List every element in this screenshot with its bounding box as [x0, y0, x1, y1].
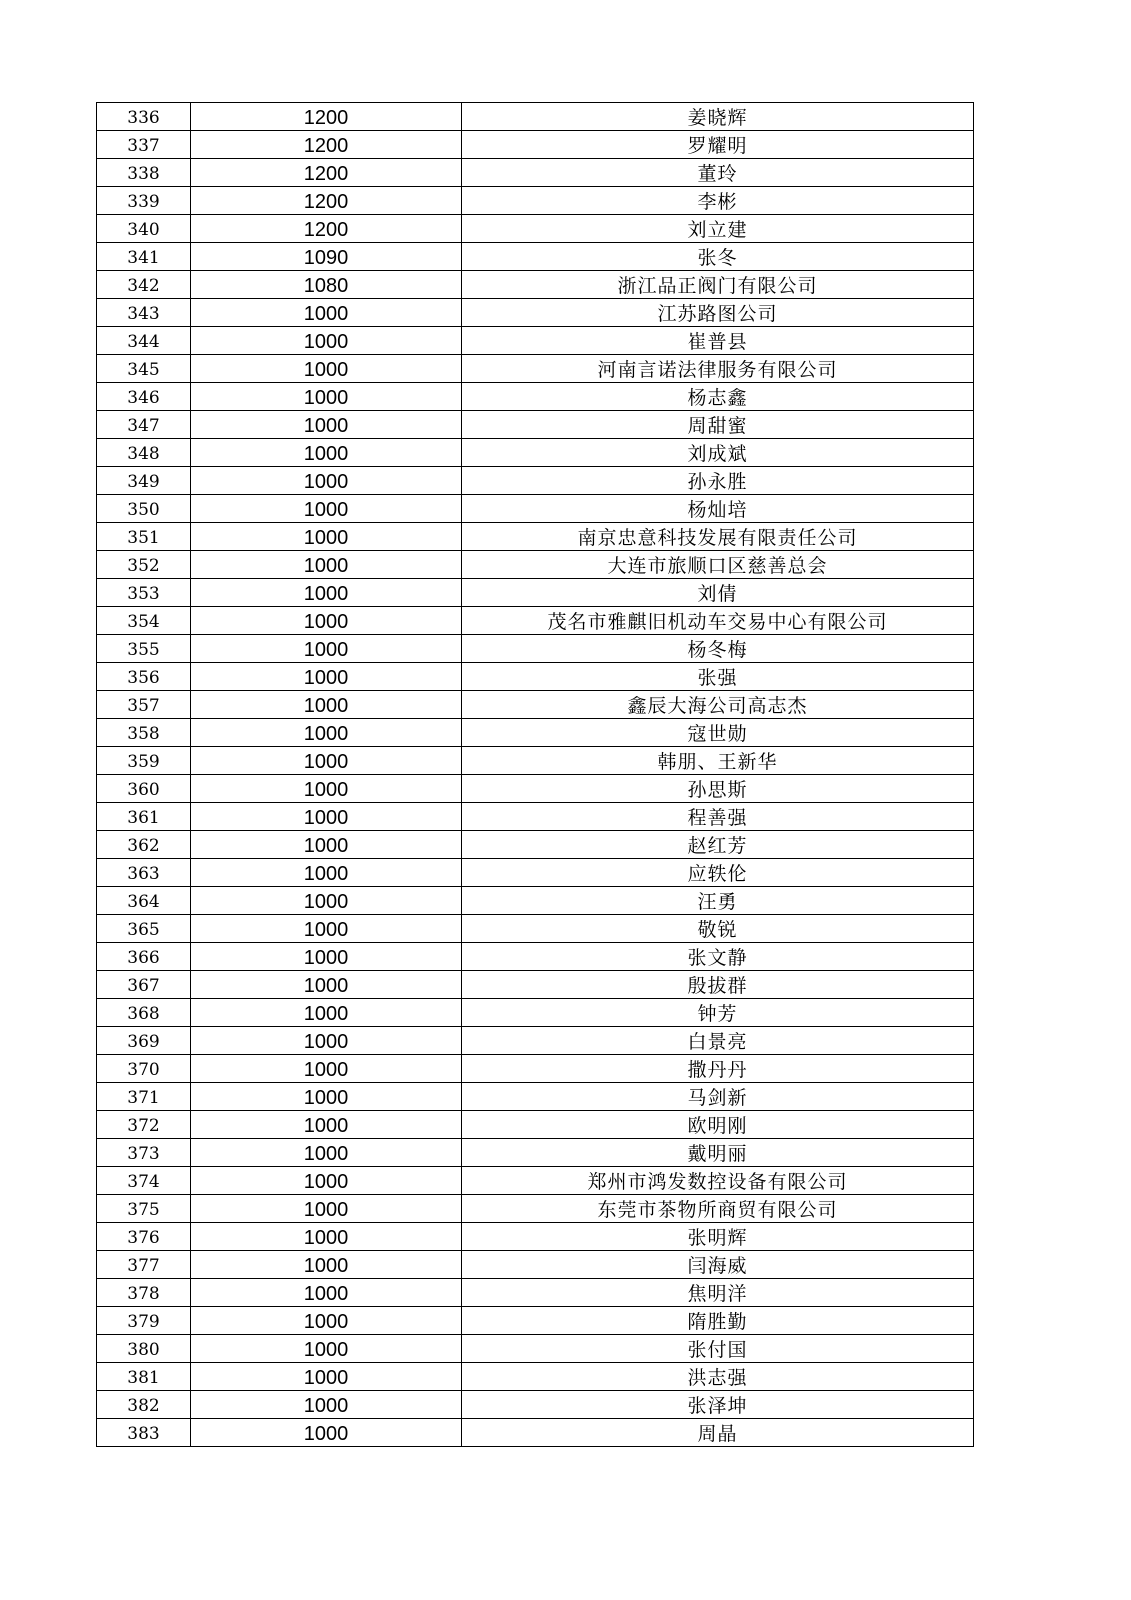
amount-cell: 1000: [191, 915, 462, 943]
amount-cell: 1000: [191, 831, 462, 859]
row-number: 355: [97, 635, 191, 663]
amount-cell: 1000: [191, 943, 462, 971]
row-number: 356: [97, 663, 191, 691]
table-row: [97, 243, 974, 271]
table-row: [97, 1167, 974, 1195]
amount-cell: 1080: [191, 271, 462, 299]
table-row: [97, 747, 974, 775]
table-row: [97, 1335, 974, 1363]
amount-cell: 1000: [191, 467, 462, 495]
table-row: [97, 635, 974, 663]
table-row: [97, 859, 974, 887]
row-number: 359: [97, 747, 191, 775]
amount-cell: 1200: [191, 187, 462, 215]
amount-cell: 1000: [191, 1251, 462, 1279]
amount-cell: 1000: [191, 999, 462, 1027]
donor-name-cell: 孙永胜: [462, 467, 974, 495]
table-row: [97, 159, 974, 187]
amount-cell: 1000: [191, 859, 462, 887]
row-number: 341: [97, 243, 191, 271]
donor-name-cell: 张文静: [462, 943, 974, 971]
amount-cell: 1000: [191, 383, 462, 411]
table-row: [97, 383, 974, 411]
amount-cell: 1000: [191, 1027, 462, 1055]
amount-cell: 1000: [191, 1335, 462, 1363]
row-number: 364: [97, 887, 191, 915]
donor-name-cell: 殷拔群: [462, 971, 974, 999]
table-row: [97, 999, 974, 1027]
row-number: 381: [97, 1363, 191, 1391]
table-row: [97, 467, 974, 495]
donor-name-cell: 董玲: [462, 159, 974, 187]
table-row: [97, 719, 974, 747]
amount-cell: 1000: [191, 1363, 462, 1391]
row-number: 383: [97, 1419, 191, 1447]
table-row: [97, 1419, 974, 1447]
table-row: [97, 943, 974, 971]
amount-cell: 1000: [191, 1055, 462, 1083]
amount-cell: 1000: [191, 1139, 462, 1167]
donor-name-cell: 周甜蜜: [462, 411, 974, 439]
row-number: 344: [97, 327, 191, 355]
donor-name-cell: 东莞市茶物所商贸有限公司: [462, 1195, 974, 1223]
table-row: [97, 803, 974, 831]
donor-name-cell: 杨志鑫: [462, 383, 974, 411]
amount-cell: 1000: [191, 299, 462, 327]
donor-name-cell: 罗耀明: [462, 131, 974, 159]
row-number: 369: [97, 1027, 191, 1055]
row-number: 382: [97, 1391, 191, 1419]
row-number: 368: [97, 999, 191, 1027]
amount-cell: 1200: [191, 215, 462, 243]
donor-name-cell: 张冬: [462, 243, 974, 271]
row-number: 372: [97, 1111, 191, 1139]
row-number: 367: [97, 971, 191, 999]
amount-cell: 1200: [191, 103, 462, 131]
row-number: 350: [97, 495, 191, 523]
table-row: [97, 131, 974, 159]
amount-cell: 1000: [191, 747, 462, 775]
table-row: [97, 355, 974, 383]
table-row: [97, 1111, 974, 1139]
table-row: [97, 327, 974, 355]
table-row: [97, 1391, 974, 1419]
table-row: [97, 215, 974, 243]
row-number: 365: [97, 915, 191, 943]
row-number: 373: [97, 1139, 191, 1167]
amount-cell: 1000: [191, 495, 462, 523]
donor-name-cell: 汪勇: [462, 887, 974, 915]
row-number: 346: [97, 383, 191, 411]
donor-name-cell: 郑州市鸿发数控设备有限公司: [462, 1167, 974, 1195]
table-row: [97, 271, 974, 299]
row-number: 375: [97, 1195, 191, 1223]
table-row: [97, 187, 974, 215]
donor-name-cell: 崔普县: [462, 327, 974, 355]
donor-name-cell: 闫海威: [462, 1251, 974, 1279]
table-row: [97, 551, 974, 579]
row-number: 348: [97, 439, 191, 467]
donor-name-cell: 白景亮: [462, 1027, 974, 1055]
row-number: 338: [97, 159, 191, 187]
donor-name-cell: 周晶: [462, 1419, 974, 1447]
table-row: [97, 495, 974, 523]
table-row: [97, 1027, 974, 1055]
row-number: 339: [97, 187, 191, 215]
row-number: 351: [97, 523, 191, 551]
donor-name-cell: 杨灿培: [462, 495, 974, 523]
table-row: [97, 691, 974, 719]
amount-cell: 1000: [191, 607, 462, 635]
amount-cell: 1200: [191, 159, 462, 187]
donor-name-cell: 撒丹丹: [462, 1055, 974, 1083]
amount-cell: 1000: [191, 663, 462, 691]
row-number: 353: [97, 579, 191, 607]
donor-name-cell: 河南言诺法律服务有限公司: [462, 355, 974, 383]
table-row: [97, 887, 974, 915]
donor-name-cell: 刘立建: [462, 215, 974, 243]
amount-cell: 1000: [191, 1195, 462, 1223]
row-number: 363: [97, 859, 191, 887]
donor-name-cell: 应轶伦: [462, 859, 974, 887]
row-number: 354: [97, 607, 191, 635]
amount-cell: 1000: [191, 1419, 462, 1447]
donor-name-cell: 寇世勋: [462, 719, 974, 747]
table-row: [97, 1251, 974, 1279]
amount-cell: 1000: [191, 327, 462, 355]
amount-cell: 1000: [191, 971, 462, 999]
donor-name-cell: 刘倩: [462, 579, 974, 607]
table-row: [97, 1139, 974, 1167]
donor-name-cell: 茂名市雅麒旧机动车交易中心有限公司: [462, 607, 974, 635]
table-row: [97, 915, 974, 943]
row-number: 336: [97, 103, 191, 131]
table-row: [97, 103, 974, 131]
donation-table-body: [97, 103, 974, 1447]
row-number: 366: [97, 943, 191, 971]
table-row: [97, 1195, 974, 1223]
amount-cell: 1000: [191, 691, 462, 719]
row-number: 345: [97, 355, 191, 383]
donor-name-cell: 赵红芳: [462, 831, 974, 859]
table-row: [97, 971, 974, 999]
amount-cell: 1000: [191, 1307, 462, 1335]
donor-name-cell: 焦明洋: [462, 1279, 974, 1307]
row-number: 379: [97, 1307, 191, 1335]
donor-name-cell: 鑫辰大海公司高志杰: [462, 691, 974, 719]
donor-name-cell: 钟芳: [462, 999, 974, 1027]
row-number: 371: [97, 1083, 191, 1111]
row-number: 378: [97, 1279, 191, 1307]
donor-name-cell: 江苏路图公司: [462, 299, 974, 327]
row-number: 342: [97, 271, 191, 299]
row-number: 349: [97, 467, 191, 495]
donor-name-cell: 欧明刚: [462, 1111, 974, 1139]
donor-name-cell: 敬锐: [462, 915, 974, 943]
donor-name-cell: 孙思斯: [462, 775, 974, 803]
amount-cell: 1000: [191, 719, 462, 747]
table-row: [97, 607, 974, 635]
row-number: 360: [97, 775, 191, 803]
table-row: [97, 1279, 974, 1307]
amount-cell: 1000: [191, 579, 462, 607]
table-row: [97, 1083, 974, 1111]
row-number: 361: [97, 803, 191, 831]
amount-cell: 1000: [191, 1279, 462, 1307]
row-number: 370: [97, 1055, 191, 1083]
row-number: 340: [97, 215, 191, 243]
amount-cell: 1200: [191, 131, 462, 159]
donor-name-cell: 马剑新: [462, 1083, 974, 1111]
table-row: [97, 523, 974, 551]
row-number: 374: [97, 1167, 191, 1195]
amount-cell: 1000: [191, 803, 462, 831]
donor-name-cell: 隋胜勤: [462, 1307, 974, 1335]
donor-name-cell: 南京忠意科技发展有限责任公司: [462, 523, 974, 551]
donor-name-cell: 姜晓辉: [462, 103, 974, 131]
table-row: [97, 831, 974, 859]
table-row: [97, 775, 974, 803]
donor-name-cell: 李彬: [462, 187, 974, 215]
row-number: 352: [97, 551, 191, 579]
row-number: 377: [97, 1251, 191, 1279]
table-row: [97, 439, 974, 467]
donor-name-cell: 大连市旅顺口区慈善总会: [462, 551, 974, 579]
row-number: 362: [97, 831, 191, 859]
amount-cell: 1000: [191, 775, 462, 803]
table-row: [97, 1307, 974, 1335]
amount-cell: 1000: [191, 1391, 462, 1419]
amount-cell: 1000: [191, 1083, 462, 1111]
row-number: 376: [97, 1223, 191, 1251]
row-number: 337: [97, 131, 191, 159]
donor-name-cell: 程善强: [462, 803, 974, 831]
table-row: [97, 579, 974, 607]
amount-cell: 1000: [191, 523, 462, 551]
donor-name-cell: 刘成斌: [462, 439, 974, 467]
donor-name-cell: 杨冬梅: [462, 635, 974, 663]
amount-cell: 1000: [191, 355, 462, 383]
amount-cell: 1000: [191, 411, 462, 439]
amount-cell: 1000: [191, 1111, 462, 1139]
donor-name-cell: 洪志强: [462, 1363, 974, 1391]
table-row: [97, 1223, 974, 1251]
donor-name-cell: 张强: [462, 663, 974, 691]
row-number: 358: [97, 719, 191, 747]
amount-cell: 1000: [191, 887, 462, 915]
table-row: [97, 1055, 974, 1083]
donor-name-cell: 张付国: [462, 1335, 974, 1363]
amount-cell: 1000: [191, 635, 462, 663]
row-number: 380: [97, 1335, 191, 1363]
amount-cell: 1090: [191, 243, 462, 271]
donor-name-cell: 张明辉: [462, 1223, 974, 1251]
row-number: 357: [97, 691, 191, 719]
amount-cell: 1000: [191, 1223, 462, 1251]
donor-name-cell: 戴明丽: [462, 1139, 974, 1167]
amount-cell: 1000: [191, 439, 462, 467]
row-number: 347: [97, 411, 191, 439]
donor-name-cell: 浙江品正阀门有限公司: [462, 271, 974, 299]
amount-cell: 1000: [191, 551, 462, 579]
donor-name-cell: 张泽坤: [462, 1391, 974, 1419]
donor-name-cell: 韩朋、王新华: [462, 747, 974, 775]
table-row: [97, 1363, 974, 1391]
table-row: [97, 299, 974, 327]
table-row: [97, 411, 974, 439]
row-number: 343: [97, 299, 191, 327]
donation-table: [96, 102, 974, 1447]
amount-cell: 1000: [191, 1167, 462, 1195]
table-row: [97, 663, 974, 691]
